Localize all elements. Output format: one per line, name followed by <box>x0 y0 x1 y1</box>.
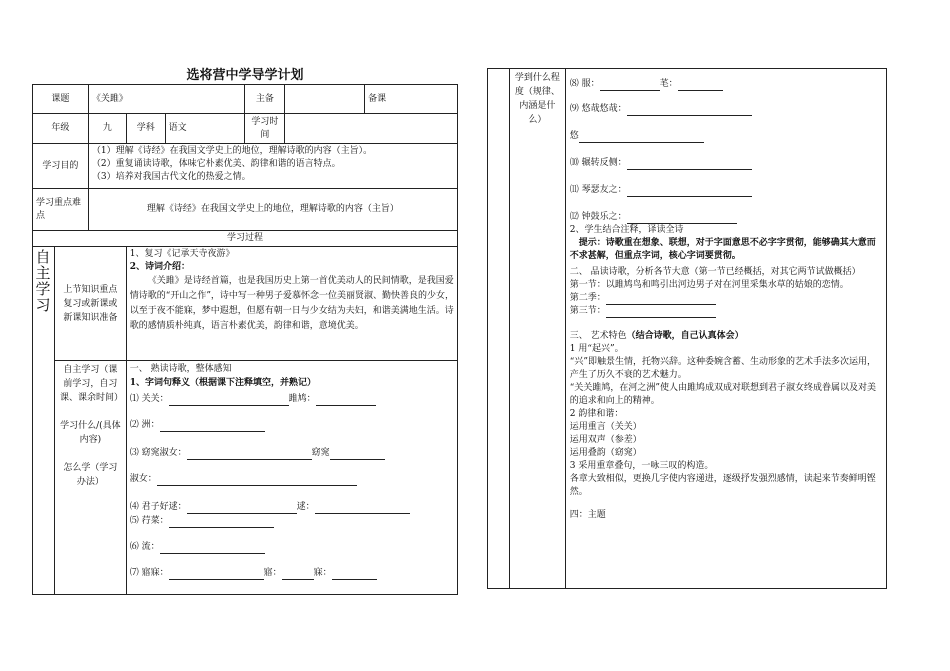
q10-label: ⑽ 辗转反侧： <box>569 158 627 168</box>
q11-row <box>570 184 882 197</box>
q2-blank[interactable] <box>160 420 265 432</box>
section-one: 一、 熟读诗歌，整体感知 <box>129 364 232 374</box>
self-study-content <box>126 361 457 595</box>
goals-content <box>88 144 457 189</box>
time-label: 学习时间 <box>245 114 285 144</box>
art-2b: 运用双声（参差） <box>569 435 642 445</box>
art-2c: 运用叠韵（窈窕） <box>569 448 642 458</box>
section-three <box>570 330 882 343</box>
q6-label: ⑹ 流： <box>129 542 160 552</box>
q3b-blank[interactable] <box>330 448 385 460</box>
q5-blank[interactable] <box>169 516 274 528</box>
q7-blank[interactable] <box>169 568 264 580</box>
q6-blank[interactable] <box>160 542 265 554</box>
process-header: 学习过程 <box>33 231 458 247</box>
q5-label: ⑸ 荇菜： <box>129 516 169 526</box>
q4-row <box>130 500 454 514</box>
q3-label: ⑶ 窈窕淑女： <box>129 448 187 458</box>
para-2-label: 第二季： <box>569 293 606 303</box>
q1-label: ⑴ 关关： <box>129 394 169 404</box>
zizhu-label: 自主学习 <box>35 248 51 314</box>
q8-blank[interactable] <box>600 79 660 91</box>
q12-blank[interactable] <box>627 212 737 224</box>
grade-value: 九 <box>88 114 126 144</box>
q1b-blank[interactable] <box>316 394 376 406</box>
time-value <box>285 114 458 144</box>
art-1: 1 用“起兴”。 <box>569 344 624 354</box>
intro-title: 2、诗词介绍： <box>129 262 190 272</box>
q1b-label: 雎鸠： <box>288 394 316 404</box>
zhubei-label: 主备 <box>245 85 285 114</box>
q4-label: ⑷ 君子好逑： <box>129 502 187 512</box>
beike-cell <box>365 85 458 114</box>
q3-blank[interactable] <box>187 448 312 460</box>
para-3-label: 第三节： <box>569 306 606 316</box>
right-label: 学到什么程度（规律、内涵是什么） <box>509 69 565 589</box>
self-label-2: 学习什么/(具体内容) <box>60 421 121 445</box>
q1-blank[interactable] <box>169 394 289 406</box>
para-1: 第一节：以雎鸠鸟和鸣引出河边男子对在河里采集水草的姑娘的恋情。 <box>569 280 849 290</box>
q10-blank[interactable] <box>627 158 752 170</box>
right-plan-table <box>487 68 887 589</box>
q3c-label: 淑女： <box>129 474 157 484</box>
q3c-row <box>130 472 454 486</box>
section-three-label: 三、 艺术特色 <box>569 331 627 341</box>
art-3-text: 各章大致相似，更换几字使内容递进，逐级抒发强烈感情，读起来节奏鲜明铿然。 <box>569 474 876 497</box>
q4-blank[interactable] <box>187 502 297 514</box>
q7-row <box>130 566 454 580</box>
tip-text: 提示：诗歌重在想象、联想，对于字面意思不必字字贯彻，能够确其大意而不求甚解，但重点字词，核心字词要贯彻。 <box>569 238 876 261</box>
art-3: 3 采用重章叠句，一咏三叹的构造。 <box>569 461 714 471</box>
review-line: 1、复习《记承天寺夜游》 <box>129 249 235 259</box>
goal-item-3: （3）培养对我国古代文化的热爱之情。 <box>91 172 251 182</box>
q8-row <box>570 78 882 91</box>
q8-label: ⑻ 服： <box>569 79 600 89</box>
q9b-row <box>570 130 882 143</box>
q4b-label: 逑： <box>296 502 315 512</box>
prep-content <box>126 247 457 361</box>
keti-value: 《关雎》 <box>88 85 245 114</box>
q3b-label: 窈窕 <box>311 448 330 458</box>
page-title: 选将营中学导学计划 <box>186 68 304 83</box>
grade-label: 年级 <box>33 114 89 144</box>
para-2-row <box>570 292 882 305</box>
q9-blank[interactable] <box>627 104 752 116</box>
q3-row <box>130 446 454 460</box>
goal-item-2: （2）重复诵读诗歌，体味它朴素优美、韵律和谐的语言特点。 <box>91 159 341 169</box>
section-four: 四：主题 <box>569 510 606 520</box>
art-1-text-2: “关关雎鸠，在河之洲”使人由雎鸠成双成对联想到君子淑女终成眷属以及对美的追求和向上的精神。 <box>569 383 876 406</box>
q2-row <box>130 418 454 432</box>
zhubei-value <box>285 85 365 114</box>
keti-label: 课题 <box>33 85 89 114</box>
goal-item-1: （1）理解《诗经》在我国文学史上的地位，理解诗歌的内容（主旨）。 <box>91 146 373 156</box>
q9b-label: 悠 <box>569 131 579 141</box>
q7c-label: 寐： <box>313 568 332 578</box>
self-label-3: 怎么学（学习办法） <box>63 463 118 487</box>
q9-row <box>570 103 882 116</box>
prep-label: 上节知识重点复习或新课或新课知识准备 <box>54 247 126 361</box>
q8b-label: 芼： <box>659 79 678 89</box>
q10-row <box>570 157 882 170</box>
q1-row <box>130 392 454 406</box>
section-two: 二、 品读诗歌，分析各节大意（第一节已经概括，对其它两节试做概括） <box>569 267 861 277</box>
art-2: 2 韵律和谐： <box>569 409 624 419</box>
q5-row <box>130 514 454 528</box>
para-3-row <box>570 305 882 318</box>
left-plan-table <box>32 84 458 595</box>
q11-label: ⑾ 琴瑟友之： <box>569 185 627 195</box>
q7-label: ⑺ 寤寐： <box>129 568 169 578</box>
self-label-1: 自主学习（课前学习，自习课、课余时间） <box>59 365 123 403</box>
goals-label: 学习目的 <box>33 144 89 189</box>
q12-row <box>570 211 882 224</box>
q12-label: ⑿ 钟鼓乐之： <box>569 212 627 222</box>
section-three-note: （结合诗歌，自己认真体会） <box>626 331 744 341</box>
step-two: 2、学生结合注释，译读全诗 <box>569 225 684 235</box>
intro-text: 《关雎》是诗经首篇，也是我国历史上第一首优美动人的民间情歌，是我国爱情诗歌的“开山之作”，诗中写一种男子爱慕怀念一位美丽贤淑、勤快善良的少女，以至于夜不能寐，梦中遐想，但愿有朝一日与少女结为夫妇，和谐美满地生活。诗歌的感情质朴纯真，语言朴素优美，韵律和谐，意境优美。 <box>129 276 454 331</box>
subject-label: 学科 <box>126 114 165 144</box>
beike-label: 备课 <box>368 93 387 104</box>
right-blank-col <box>488 69 510 589</box>
q9b-blank[interactable] <box>579 131 704 143</box>
para-2-blank[interactable] <box>606 293 716 305</box>
q9-label: ⑼ 悠哉悠哉： <box>569 104 627 114</box>
zizhu-cell <box>33 247 55 595</box>
q4b-blank[interactable] <box>315 502 410 514</box>
keypoints-label: 学习重点难点 <box>33 189 89 231</box>
q8b-blank[interactable] <box>678 79 723 91</box>
self-study-labels <box>54 361 126 595</box>
q6-row <box>130 540 454 554</box>
para-3-blank[interactable] <box>606 306 716 318</box>
q7c-blank[interactable] <box>332 568 377 580</box>
subject-value: 语文 <box>165 114 245 144</box>
right-content <box>565 69 886 589</box>
q7b-label: 寤： <box>263 568 282 578</box>
keypoints-text: 理解《诗经》在我国文学史上的地位，理解诗歌的内容（主旨） <box>88 189 457 231</box>
sub-one: 1、字词句释义（根据课下注释填空，并熟记） <box>129 378 316 388</box>
q11-blank[interactable] <box>627 185 752 197</box>
q3c-blank[interactable] <box>157 474 357 486</box>
art-1-text: “兴”即触景生情，托物兴辞。这种委婉含蓄、生动形象的艺术手法多次运用，产生了历久不衰的艺术魅力。 <box>569 357 876 380</box>
q2-label: ⑵ 洲： <box>129 420 160 430</box>
q7b-blank[interactable] <box>282 568 314 580</box>
art-2a: 运用重言（关关） <box>569 422 642 432</box>
